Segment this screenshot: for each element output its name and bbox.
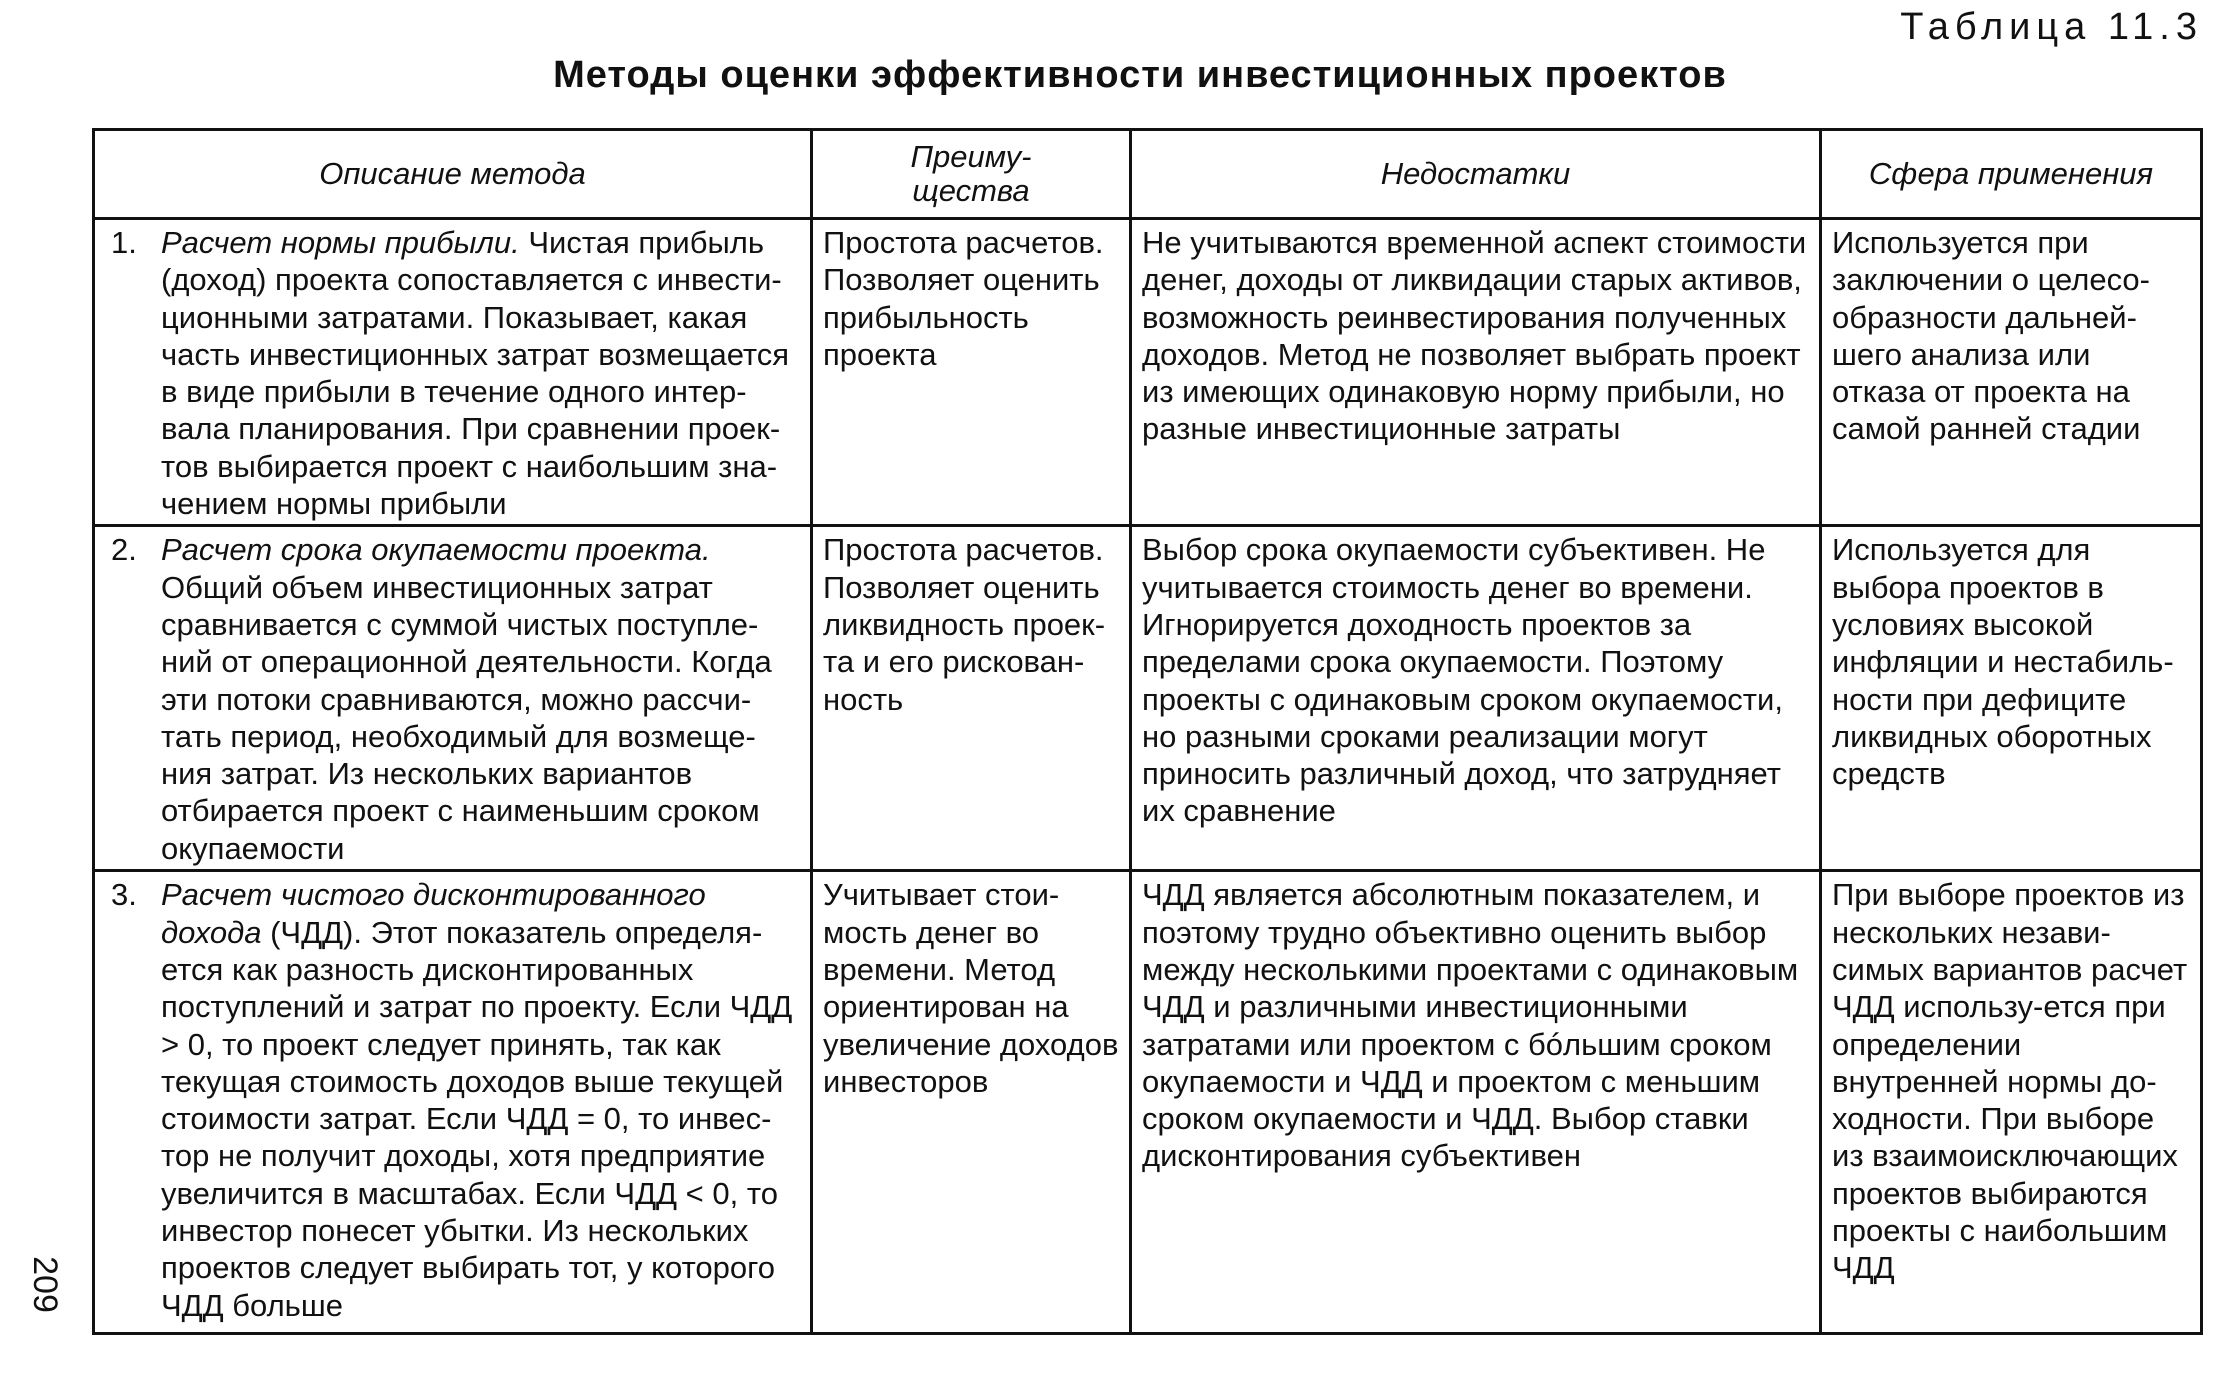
- table-row: [94, 526, 2202, 871]
- methods-table: [92, 128, 2203, 1335]
- header-scope: Сфера применения: [1821, 130, 2202, 219]
- row-number: 3.: [111, 877, 137, 913]
- method-description: Общий объем инвестиционных затрат сравнивается с суммой чистых поступле-ний от операционной деятельности. Когда эти потоки сравниваются, можно рассчи-тать период, необходимый для возмеще-ния затрат. Из нескольких вариантов отбирается проект с наименьшим сроком окупаемости: [161, 569, 772, 866]
- table-number-label: Таблица 11.3: [1900, 6, 2203, 48]
- method-name: Расчет срока окупаемости проекта.: [161, 532, 711, 568]
- disadvantages-cell: ЧДД является абсолютным показателем, и поэтому трудно объективно оценить выбор между несколькими проектами с одинаковым ЧДД и различными инвестиционными затратами или проектом с бóльшим сроком окупаемости и ЧДД и проектом с меньшим сроком окупаемости и ЧДД. Выбор ставки дисконтирования субъективен: [1131, 871, 1821, 1334]
- scope-cell: Используется для выбора проектов в условиях высокой инфляции и нестабиль-ности при дефиците ликвидных оборотных средств: [1821, 526, 2202, 871]
- disadvantages-cell: Не учитываются временной аспект стоимости денег, доходы от ликвидации старых активов, возможность реинвестирования полученных доходов. Метод не позволяет выбрать проект из имеющих одинаковую норму прибыли, но разные инвестиционные затраты: [1131, 219, 1821, 526]
- advantages-cell: Учитывает стои-мость денег во времени. Метод ориентирован на увеличение доходов инвесторов: [812, 871, 1131, 1334]
- row-number: 1.: [111, 225, 137, 260]
- advantages-cell: Простота расчетов. Позволяет оценить прибыльность проекта: [812, 219, 1131, 526]
- header-disadvantages: Недостатки: [1131, 130, 1821, 219]
- method-name: Расчет чистого дисконтированного дохода: [161, 877, 706, 950]
- method-description: (ЧДД). Этот показатель определя-ется как разность дисконтированных поступлений и затрат по проекту. Если ЧДД > 0, то проект следует принять, так как текущая стоимость доходов выше текущей стоимости затрат. Если ЧДД = 0, то инвес-тор не получит доходы, хотя предприятие увеличится в масштабах. Если ЧДД < 0, то инвестор понесет убытки. Из нескольких проектов следует выбирать тот, у которого ЧДД больше: [161, 914, 793, 1323]
- scope-cell: При выборе проектов из нескольких незави-симых вариантов расчет ЧДД использу-ется при определении внутренней нормы до-ходности. При выборе из взаимоисключающих проектов выбираются проекты с наибольшим ЧДД: [1821, 871, 2202, 1334]
- advantages-cell: Простота расчетов. Позволяет оценить ликвидность проек-та и его рискован-ность: [812, 526, 1131, 871]
- description-cell: [94, 871, 812, 1334]
- header-description: Описание метода: [94, 130, 812, 219]
- scope-cell: Используется при заключении о целесо-образности дальней-шего анализа или отказа от проекта на самой ранней стадии: [1821, 219, 2202, 526]
- header-advantages: Преиму- щества: [812, 130, 1131, 219]
- table-row: [94, 219, 2202, 526]
- page-number: 209: [25, 1256, 64, 1313]
- header-row: [94, 130, 2202, 219]
- table-title: Методы оценки эффективности инвестиционных проектов: [553, 54, 1727, 96]
- method-name: Расчет нормы прибыли.: [161, 225, 520, 260]
- description-cell: [94, 219, 812, 526]
- table-row: [94, 871, 2202, 1334]
- method-description: Чистая прибыль (доход) проекта сопоставляется с инвести-ционными затратами. Показывает, какая часть инвестиционных затрат возмещается в виде прибыли в течение одного интер-вала планирования. При сравнении проек-тов выбирается проект с наибольшим зна-чением нормы прибыли: [161, 225, 790, 522]
- disadvantages-cell: Выбор срока окупаемости субъективен. Не учитывается стоимость денег во времени. Игнорируется доходность проектов за пределами срока окупаемости. Поэтому проекты с одинаковым сроком окупаемости, но разными сроками реализации могут приносить различный доход, что затрудняет их сравнение: [1131, 526, 1821, 871]
- row-number: 2.: [111, 532, 137, 568]
- description-cell: [94, 526, 812, 871]
